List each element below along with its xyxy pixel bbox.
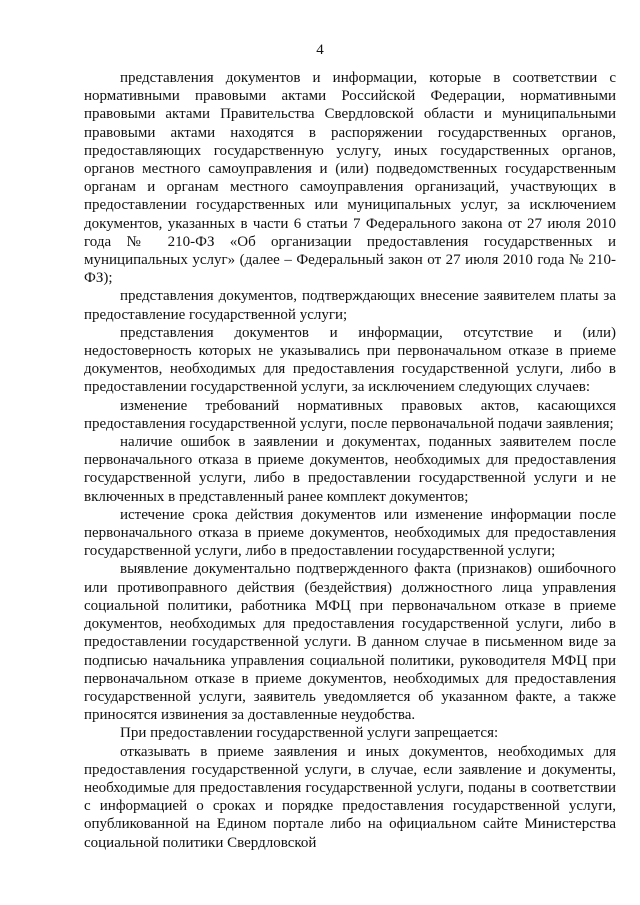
document-body xyxy=(84,69,616,852)
paragraph-document-expiry: истечение срока действия документов или изменение информации после первоначального отказа в приеме документов, необходимых для предоставления государственной услуги, либо в предоставлении государственной услуги; xyxy=(84,506,616,560)
paragraph-refusal-prohibition: отказывать в приеме заявления и иных документов, необходимых для предоставления государственной услуги, в случае, если заявление и документы, необходимые для предоставления государственной услуги, поданы в соответствии с информацией о сроках и порядке предоставления государственной услуги, опубликованной на Едином портале либо на официальном сайте Министерства социальной политики Свердловской xyxy=(84,743,616,851)
paragraph-missing-documents: представления документов и информации, отсутствие и (или) недостоверность которых не указывались при первоначальном отказе в приеме документов, необходимых для предоставления государственной услуги, либо в предоставлении государственной услуги, за исключением следующих случаев: xyxy=(84,324,616,396)
paragraph-prohibitions-intro: При предоставлении государственной услуги запрещается: xyxy=(120,725,499,742)
paragraph-requirements-change: изменение требований нормативных правовых актов, касающихся предоставления государственной услуги, после первоначальной подачи заявления; xyxy=(84,397,616,432)
paragraph-erroneous-action: выявление документально подтвержденного факта (признаков) ошибочного или противоправного действия (бездействия) должностного лица управления социальной политики, работника МФЦ при первоначальном отказе в приеме документов, необходимых для предоставления государственной услуги, либо в предоставлении государственной услуги. В данном случае в письменном виде за подписью начальника управления социальной политики, руководителя МФЦ при первоначальном отказе в приеме документов, необходимых для предоставления государственной услуги, заявитель уведомляется об указанном факте, а также приносятся извинения за доставленные неудобства. xyxy=(84,561,616,724)
paragraph-application-errors: наличие ошибок в заявлении и документах, поданных заявителем после первоначального отказа в приеме документов, необходимых для предоставления государственной услуги, либо в предоставлении государственной услуги и не включенных в представленный ранее комплект документов; xyxy=(84,434,616,505)
paragraph-documents-in-possession: представления документов и информации, которые в соответствии с нормативными правовыми актами Российской Федерации, нормативными правовыми актами Правительства Свердловской области и муниципальными правовыми актами находятся в распоряжении государственных органов, предоставляющих государственную услугу, иных государственных органов, органов местного самоуправления и (или) подведомственных государственным органам и органам местного самоуправления организаций, участвующих в предоставлении государственных или муниципальных услуг, за исключением документов, указанных в части 6 статьи 7 Федерального закона от 27 июля 2010 года № 210-ФЗ «Об организации предоставления государственных и муниципальных услуг» (далее – Федеральный закон от 27 июля 2010 года № 210-ФЗ); xyxy=(84,70,616,287)
page-number: 4 xyxy=(316,42,324,58)
paragraph-payment-documents: представления документов, подтверждающих внесение заявителем платы за предоставление государственной услуги; xyxy=(84,288,616,323)
